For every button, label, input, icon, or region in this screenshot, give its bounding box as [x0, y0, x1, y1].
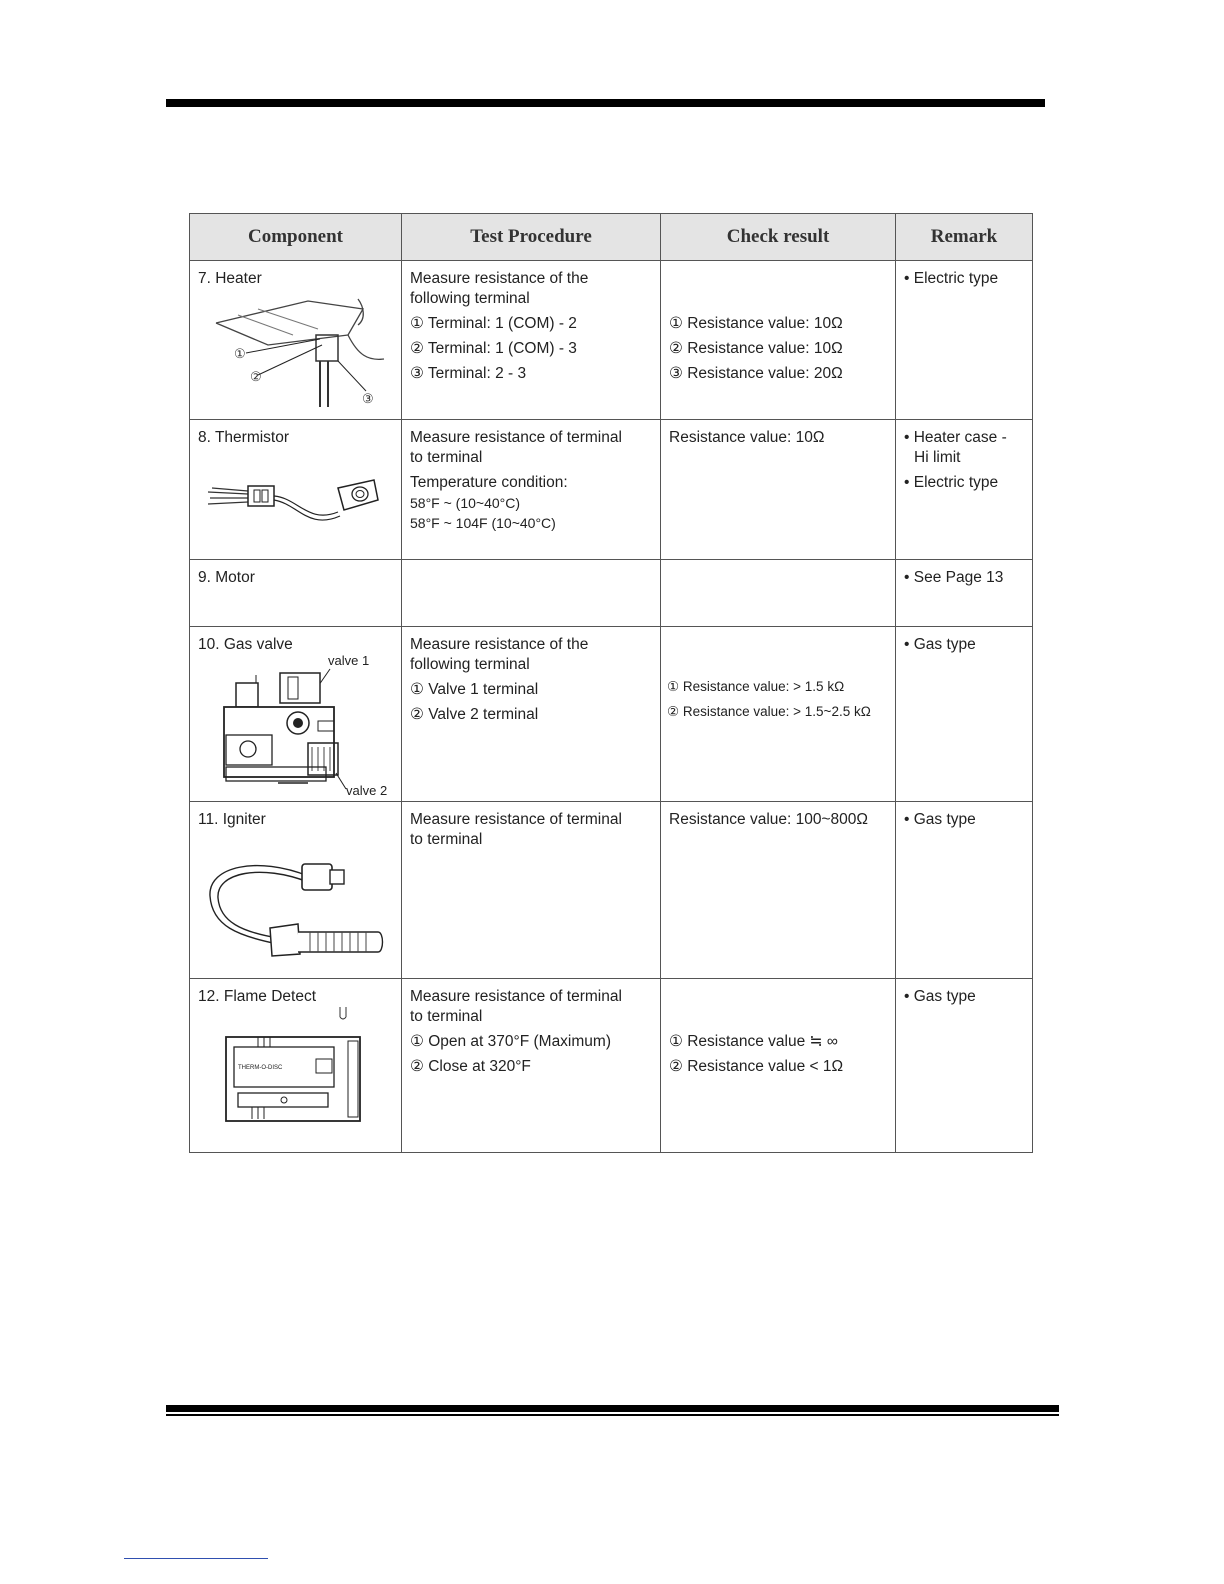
table-row: [190, 560, 1033, 627]
procedure-line: Measure resistance of the: [410, 270, 589, 287]
remark-line: • Gas type: [904, 988, 976, 1005]
table-header-row: [190, 214, 1033, 261]
component-name: 10. Gas valve: [198, 636, 293, 653]
result-line: ① Resistance value: > 1.5 kΩ: [667, 679, 845, 694]
procedure-line: ③ Terminal: 2 - 3: [410, 365, 527, 382]
result-line: ③ Resistance value: 20Ω: [669, 365, 843, 382]
procedure-line: 58°F ~ (10~40°C): [410, 495, 521, 511]
remark-line: • Gas type: [904, 636, 976, 653]
igniter-diagram: [198, 836, 388, 966]
procedure-line: following terminal: [410, 290, 530, 307]
procedure-line: following terminal: [410, 656, 530, 673]
procedure-line: Temperature condition:: [410, 474, 568, 491]
table-row: [190, 261, 1033, 420]
procedure-line: Measure resistance of terminal: [410, 429, 622, 446]
table-row: [190, 802, 1033, 979]
table-row: [190, 979, 1033, 1153]
procedure-line: ① Open at 370°F (Maximum): [410, 1033, 611, 1050]
header-remark: Remark: [896, 214, 1033, 261]
bottom-rule: [166, 1405, 1059, 1412]
result-line: ① Resistance value: 10Ω: [669, 315, 843, 332]
component-name: 12. Flame Detect: [198, 988, 317, 1005]
heater-diagram: [198, 295, 388, 407]
figure-label-valve-2: valve 2: [346, 783, 388, 795]
procedure-line: ② Terminal: 1 (COM) - 3: [410, 340, 577, 357]
component-name: 7. Heater: [198, 270, 262, 287]
table-row: [190, 627, 1033, 802]
header-component: Component: [190, 214, 402, 261]
procedure-line: ② Close at 320°F: [410, 1058, 531, 1075]
result-line: Resistance value: 10Ω: [669, 429, 825, 446]
bottom-rule-thin: [166, 1414, 1059, 1416]
figure-label-2: ②: [250, 369, 262, 384]
table-row: [190, 420, 1033, 560]
remark-line: • See Page 13: [904, 569, 1004, 586]
thermistor-diagram: [198, 454, 388, 544]
procedure-line: to terminal: [410, 1008, 483, 1025]
header-check-result: Check result: [661, 214, 896, 261]
figure-label-valve-1: valve 1: [328, 655, 370, 668]
procedure-line: 58°F ~ 104F (10~40°C): [410, 515, 556, 531]
procedure-line: ① Valve 1 terminal: [410, 681, 539, 698]
result-line: ② Resistance value: 10Ω: [669, 340, 843, 357]
gas-valve-diagram: [198, 655, 394, 795]
procedure-line: Measure resistance of terminal: [410, 811, 622, 828]
footer-link-underline: [124, 1558, 268, 1559]
top-rule: [166, 99, 1045, 107]
flame-detect-diagram: [198, 1007, 388, 1137]
remark-line: • Heater case -: [904, 429, 1007, 446]
remark-line: • Electric type: [904, 474, 999, 491]
procedure-line: ① Terminal: 1 (COM) - 2: [410, 315, 577, 332]
result-line: ① Resistance value ≒ ∞: [669, 1033, 838, 1050]
result-line: Resistance value: 100~800Ω: [669, 811, 869, 828]
figure-label-3: ③: [362, 391, 374, 406]
component-name: 8. Thermistor: [198, 429, 290, 446]
remark-line: Hi limit: [914, 449, 961, 466]
procedure-line: to terminal: [410, 831, 483, 848]
figure-label-therm: THERM-O-DISC: [238, 1065, 283, 1071]
remark-line: • Gas type: [904, 811, 976, 828]
procedure-line: Measure resistance of the: [410, 636, 589, 653]
procedure-line: ② Valve 2 terminal: [410, 706, 539, 723]
header-test-procedure: Test Procedure: [402, 214, 661, 261]
component-name: 9. Motor: [198, 569, 255, 586]
result-line: ② Resistance value: > 1.5~2.5 kΩ: [667, 704, 871, 719]
procedure-line: Measure resistance of terminal: [410, 988, 622, 1005]
figure-label-1: ①: [234, 346, 246, 361]
procedure-line: to terminal: [410, 449, 483, 466]
component-name: 11. Igniter: [198, 811, 266, 828]
remark-line: • Electric type: [904, 270, 999, 287]
component-test-table: [189, 213, 1033, 1153]
result-line: ② Resistance value < 1Ω: [669, 1058, 844, 1075]
